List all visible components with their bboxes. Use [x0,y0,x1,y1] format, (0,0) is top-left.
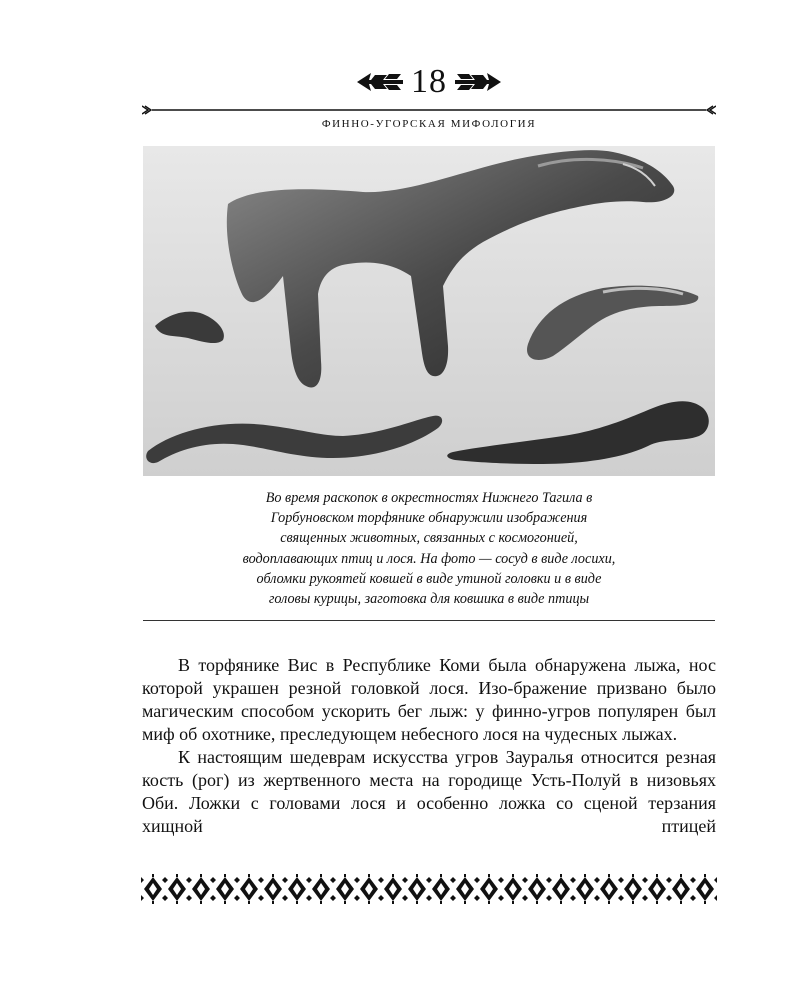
ornamental-footer-band-icon [141,874,717,904]
caption-line: священных животных, связанных с космогонией, [280,530,578,547]
photo-caption [142,488,716,609]
body-paragraph: В торфянике Вис в Республике Коми была обнаружена лыжа, нос которой украшен резной головкой лося. Изо-бражение призвано было магическим способом ускорить бег лыж: у финно-угров популярен был миф об охотнике, преследующем небесного лося на чудесных лыжах. [142,655,716,744]
body-text [142,654,716,838]
caption-line: головы курицы, заготовка для ковшика в виде птицы [268,591,590,608]
archaeological-figurines-photo [143,146,715,476]
left-ornament-icon [357,71,403,93]
right-ornament-icon [455,71,501,93]
caption-line: обломки рукоятей ковшей в виде утиной головки и в виде [256,570,602,587]
page-header [142,62,716,128]
page-number-row [142,62,716,102]
body-paragraph: К настоящим шедеврам искусства угров Зауралья относится резная кость (рог) из жертвенного места на городище Усть-Полуй в низовьях Оби. Ложки с головами лося и особенно ложка со сценой терзания хищной птицей [142,747,716,836]
running-title: ФИННО-УГОРСКАЯ МИФОЛОГИЯ [321,118,537,130]
page-number: 18 [411,63,447,100]
caption-line: Во время раскопок в окрестностях Нижнего Тагила в [265,490,593,506]
caption-line: водоплавающих птиц и лося. На фото — сосуд в виде лосихи, [242,550,616,567]
caption-line: Горбуновском торфянике обнаружили изображения [270,510,588,527]
caption-divider [143,620,715,621]
header-rule [142,104,716,116]
